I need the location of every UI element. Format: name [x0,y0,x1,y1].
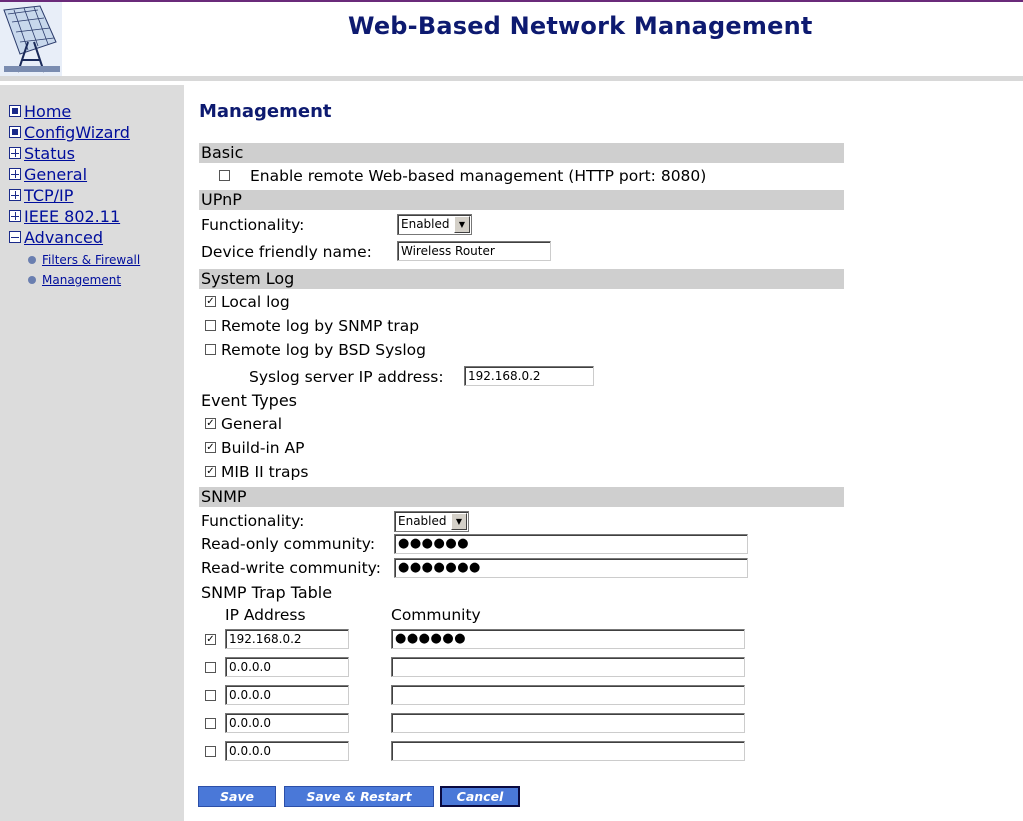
sidebar-subitem-label: Management [42,273,122,287]
collapse-minus-icon [9,231,21,243]
remote-mgmt-checkbox[interactable] [219,170,230,181]
syslog-server-ip-input[interactable]: 192.168.0.2 [464,366,594,386]
section-header-snmp: SNMP [199,487,844,507]
sidebar-subitem-management[interactable] [28,272,121,288]
upnp-functionality-label: Functionality: [201,216,305,234]
trap-community-input[interactable] [391,657,745,677]
trap-ip-input[interactable]: 0.0.0.0 [225,657,349,677]
trap-row-checkbox[interactable] [205,746,216,757]
snmp-trap-table-heading: SNMP Trap Table [201,583,333,602]
expand-plus-icon [9,147,21,159]
trap-community-input[interactable] [391,741,745,761]
page-bullet-icon [9,126,21,138]
event-mib-ii-traps-checkbox[interactable]: ✓ [206,466,215,477]
page-title: Management [199,101,332,122]
sidebar-item-label: IEEE 802.11 [24,206,121,226]
remote-mgmt-label: Enable remote Web-based management (HTTP port: 8080) [250,167,707,185]
sidebar-item-label: Advanced [24,227,104,247]
sidebar-item-ieee80211[interactable] [9,206,120,226]
trap-community-input[interactable] [391,685,745,705]
trap-row-checkbox[interactable] [205,718,216,729]
sidebar [0,85,184,821]
remote-snmp-label: Remote log by SNMP trap [221,317,420,335]
trap-col-ip-header: IP Address [225,606,306,624]
sidebar-item-home[interactable] [9,101,71,121]
trap-row-checkbox[interactable] [205,690,216,701]
sidebar-item-label: Home [24,101,72,121]
sidebar-item-label: Status [24,143,75,163]
bullet-icon [28,256,36,264]
local-log-label: Local log [221,293,290,311]
chevron-down-icon: ▼ [454,216,470,233]
save-restart-button[interactable]: Save & Restart [284,786,434,807]
syslog-server-ip-label: Syslog server IP address: [249,368,444,386]
trap-row-checkbox[interactable] [205,662,216,673]
expand-plus-icon [9,189,21,201]
sidebar-subitem-label: Filters & Firewall [42,253,141,267]
sidebar-item-label: TCP/IP [24,185,74,205]
section-header-basic: Basic [199,143,844,163]
trap-row-checkbox[interactable]: ✓ [206,634,215,645]
local-log-checkbox[interactable]: ✓ [206,296,215,307]
sidebar-item-tcpip[interactable] [9,185,73,205]
satellite-dish-logo-icon [0,2,135,76]
snmp-functionality-label: Functionality: [201,512,305,530]
header-divider [0,76,1023,81]
remote-snmp-checkbox[interactable] [205,320,216,331]
expand-plus-icon [9,168,21,180]
snmp-functionality-value: Enabled [398,514,447,528]
ro-community-label: Read-only community: [201,535,376,553]
page-header [0,2,1023,76]
trap-community-input[interactable]: ●●●●●● [391,629,745,649]
event-types-heading: Event Types [201,391,298,410]
rw-community-input[interactable]: ●●●●●●● [394,558,748,578]
remote-bsd-checkbox[interactable] [205,344,216,355]
event-mib-ii-traps-label: MIB II traps [221,463,309,481]
snmp-functionality-select[interactable] [394,511,469,532]
trap-col-community-header: Community [391,606,481,624]
upnp-functionality-value: Enabled [401,217,450,231]
trap-ip-input[interactable]: 0.0.0.0 [225,713,349,733]
section-header-upnp: UPnP [199,190,844,210]
device-name-label: Device friendly name: [201,243,372,261]
bullet-icon [28,276,36,284]
event-build-in-ap-checkbox[interactable]: ✓ [206,442,215,453]
page-bullet-icon [9,105,21,117]
upnp-functionality-select[interactable] [397,214,472,235]
remote-bsd-label: Remote log by BSD Syslog [221,341,427,359]
sidebar-item-label: ConfigWizard [24,122,130,142]
sidebar-item-general[interactable] [9,164,87,184]
sidebar-item-advanced[interactable] [9,227,103,247]
ro-community-input[interactable]: ●●●●●● [394,534,748,554]
device-name-input[interactable]: Wireless Router [397,241,551,261]
event-build-in-ap-label: Build-in AP [221,439,305,457]
site-title: Web-Based Network Management [348,12,813,40]
chevron-down-icon: ▼ [451,513,467,530]
sidebar-subitem-filters-firewall[interactable] [28,252,140,268]
section-header-system-log: System Log [199,269,844,289]
event-general-label: General [221,415,283,433]
event-general-checkbox[interactable]: ✓ [206,418,215,429]
cancel-button[interactable]: Cancel [440,786,520,807]
trap-ip-input[interactable]: 0.0.0.0 [225,685,349,705]
expand-plus-icon [9,210,21,222]
trap-ip-input[interactable]: 0.0.0.0 [225,741,349,761]
save-button[interactable]: Save [198,786,276,807]
trap-ip-input[interactable]: 192.168.0.2 [225,629,349,649]
sidebar-item-label: General [24,164,88,184]
sidebar-item-status[interactable] [9,143,75,163]
rw-community-label: Read-write community: [201,559,381,577]
trap-community-input[interactable] [391,713,745,733]
sidebar-item-configwizard[interactable] [9,122,130,142]
